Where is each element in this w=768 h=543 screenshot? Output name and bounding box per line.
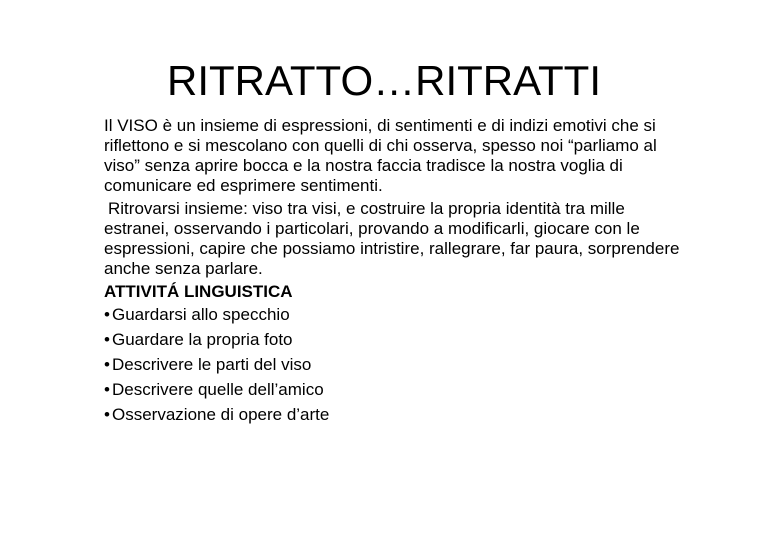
list-item-text: Guardare la propria foto: [112, 330, 293, 349]
list-item-text: Guardarsi allo specchio: [112, 305, 290, 324]
list-item: [104, 355, 694, 375]
list-item-text: Descrivere le parti del viso: [112, 355, 312, 374]
list-item-text: Descrivere quelle dell’amico: [112, 380, 324, 399]
slide-title: RITRATTO…RITRATTI: [167, 57, 601, 104]
list-item: [104, 330, 694, 350]
bullet-icon: •: [104, 405, 110, 424]
activity-list: [104, 305, 694, 425]
paragraph-ritrovarsi: Ritrovarsi insieme: viso tra visi, e costruire la propria identità tra mille estranei, osservando i particolari, provando a modificarli, giocare con le espressioni, capire che possiamo intristire, rallegrare, far paura, sorprendere anche senza parlare.: [104, 199, 680, 278]
list-item: [104, 380, 694, 400]
slide-body: [104, 116, 694, 430]
list-item: [104, 305, 694, 325]
section-heading: ATTIVITÁ LINGUISTICA: [104, 282, 293, 301]
bullet-icon: •: [104, 380, 110, 399]
bullet-icon: •: [104, 330, 110, 349]
list-item-text: Osservazione di opere d’arte: [112, 405, 330, 424]
list-item: [104, 405, 694, 425]
paragraph-viso: Il VISO è un insieme di espressioni, di sentimenti e di indizi emotivi che si riflettono e si mescolano con quelli di chi osserva, spesso noi “parliamo al viso” senza aprire bocca e la nostra faccia tradisce la nostra voglia di comunicare ed esprimere sentimenti.: [104, 116, 657, 195]
bullet-icon: •: [104, 305, 110, 324]
bullet-icon: •: [104, 355, 110, 374]
